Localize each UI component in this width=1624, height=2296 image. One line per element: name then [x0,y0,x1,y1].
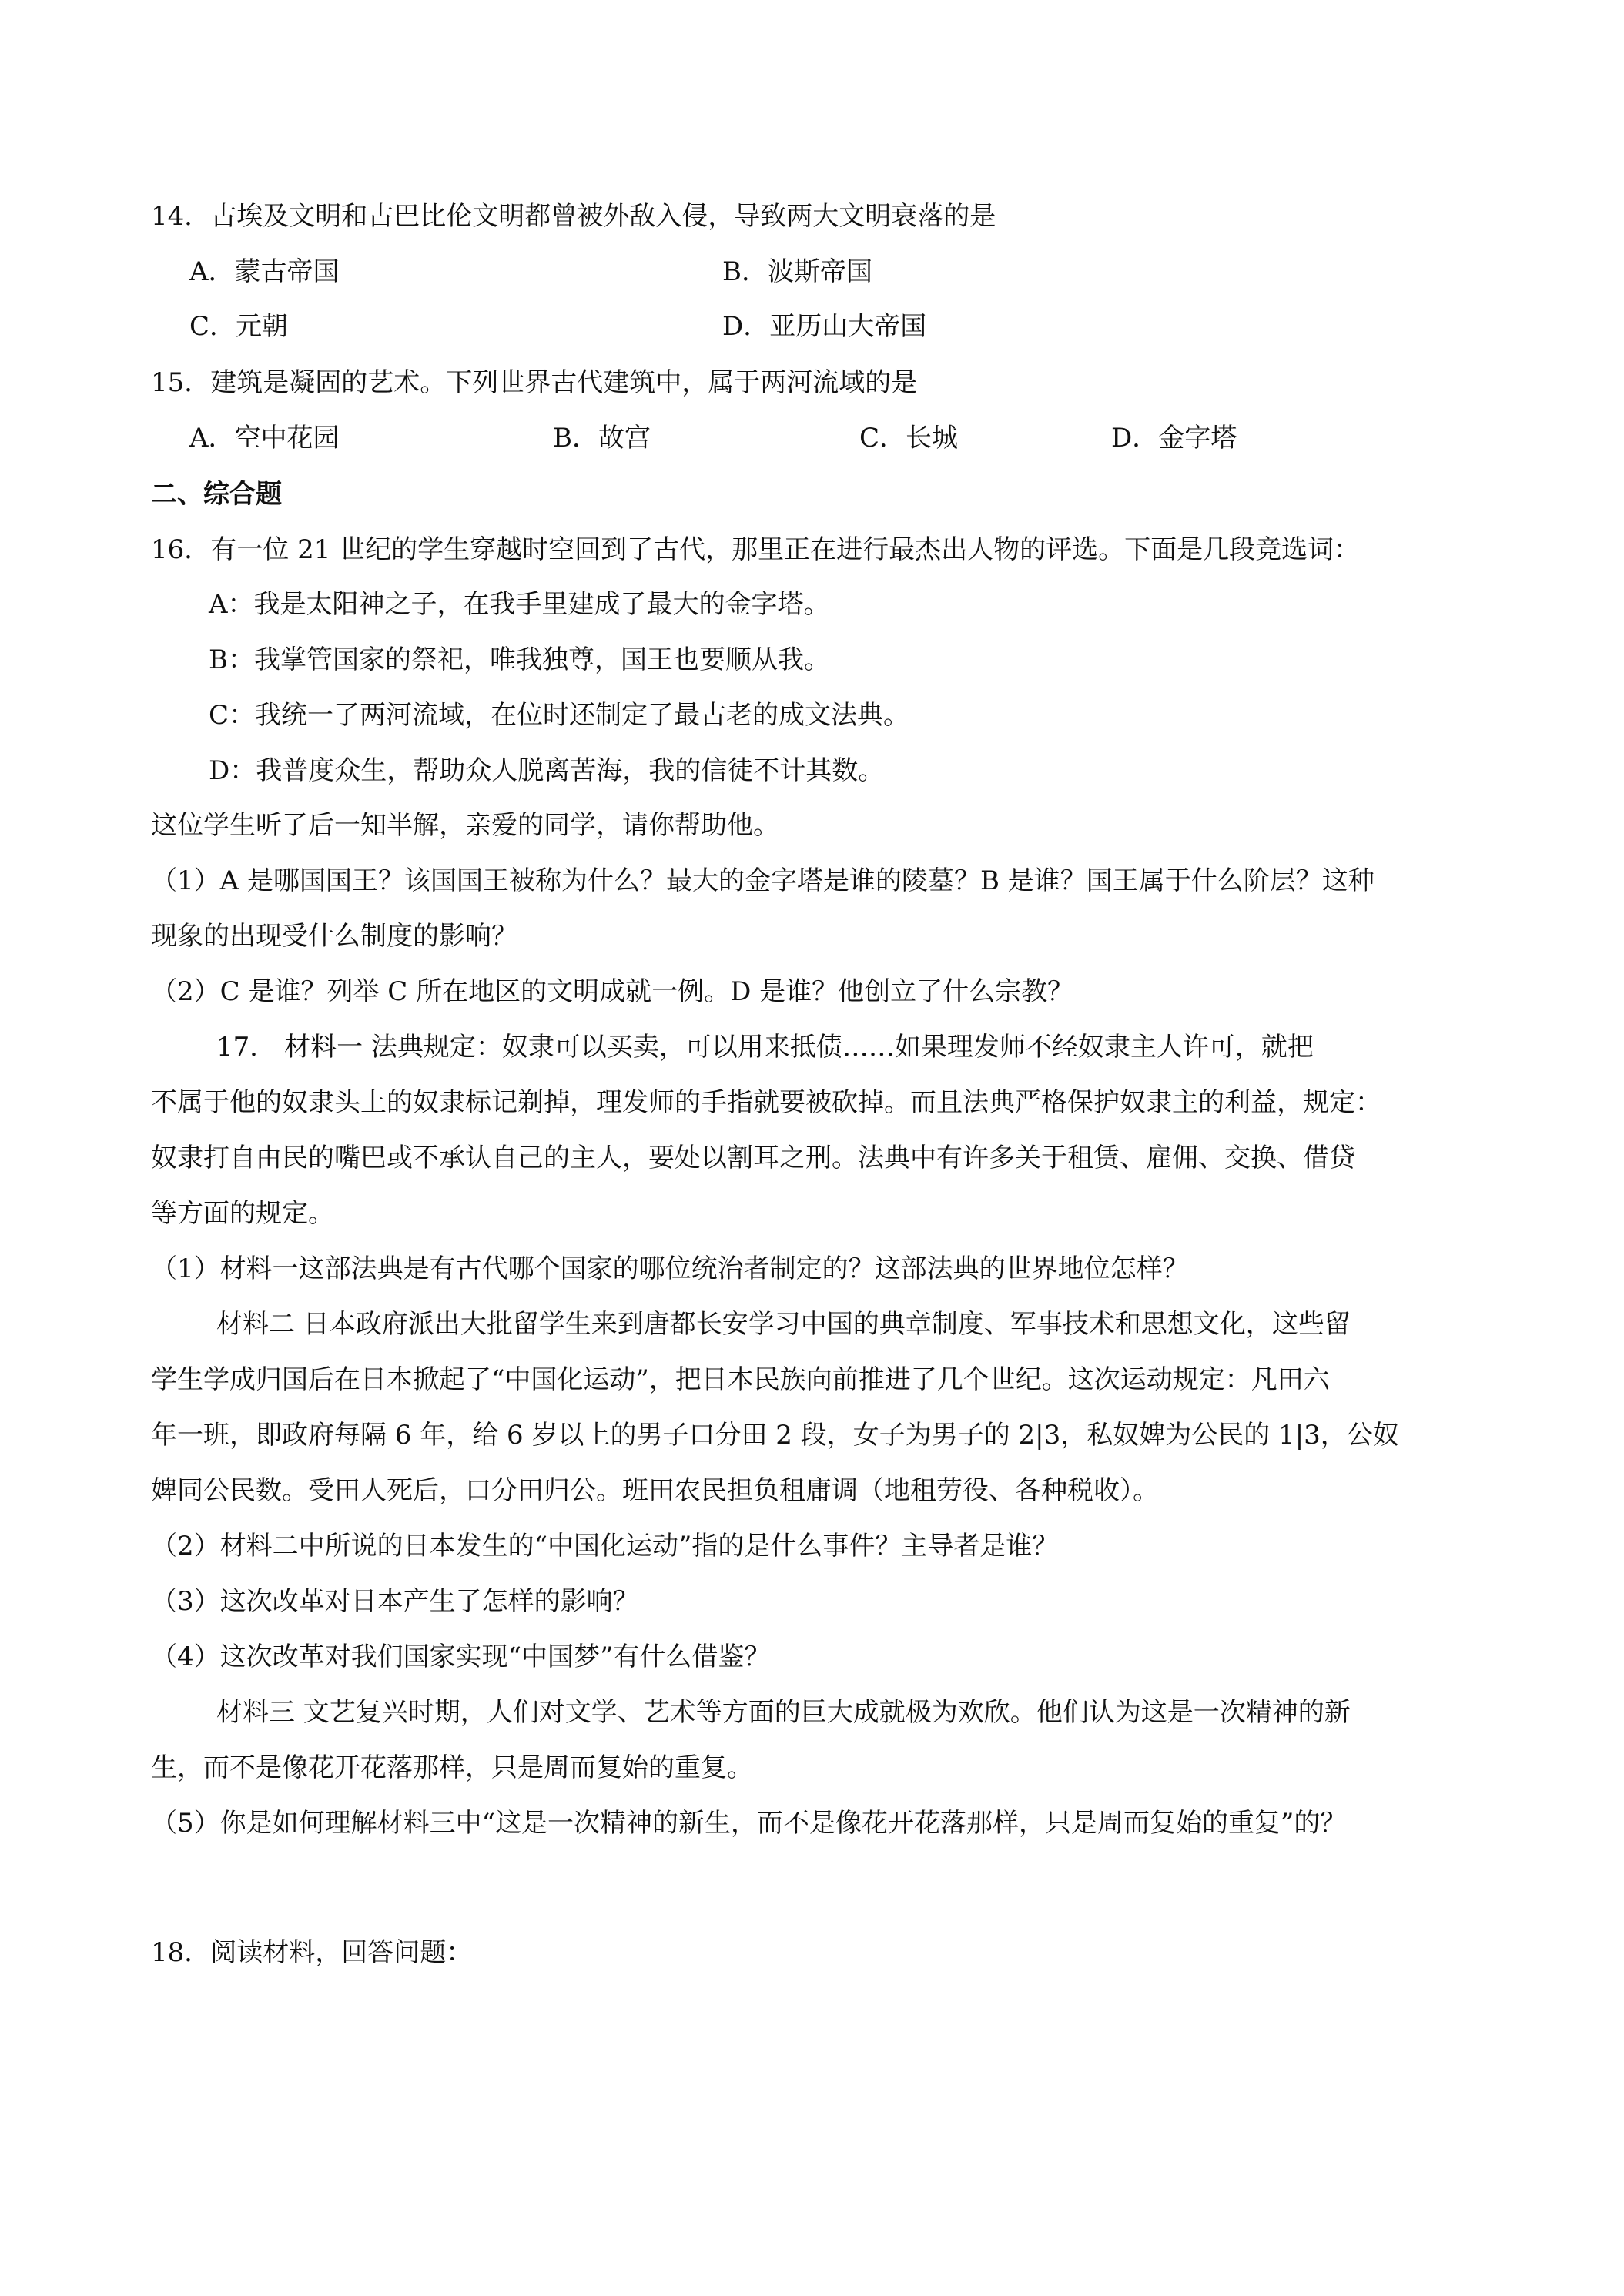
q17-material3-line1: 材料三 文艺复兴时期，人们对文学、艺术等方面的巨大成就极为欢欣。他们认为这是一次精神的新 [216,1697,1351,1728]
q17-sub3: （3）这次改革对日本产生了怎样的影响？ [151,1586,639,1617]
q15-option-b: B．故宫 [553,423,651,454]
q17-material2-line4: 婢同公民数。受田人死后，口分田归公。班田农民担负租庸调（地租劳役、各种税收）。 [151,1475,1159,1506]
q18-stem: 18．阅读材料，回答问题： [151,1937,473,1968]
q17-sub4: （4）这次改革对我们国家实现“中国梦”有什么借鉴？ [151,1642,771,1672]
q17-material1-line4: 等方面的规定。 [151,1198,334,1229]
q16-sub1-line1: （1）A 是哪国国王？该国国王被称为什么？最大的金字塔是谁的陵墓？B 是谁？国王属于什么阶层？这种 [151,865,1375,896]
q16-conclusion: 这位学生听了后一知半解，亲爱的同学，请你帮助他。 [151,810,779,841]
q17-material1-line2: 不属于他的奴隶头上的奴隶标记剃掉，理发师的手指就要被砍掉。而且法典严格保护奴隶主的利益，规定： [151,1087,1381,1118]
q17-material1-line3: 奴隶打自由民的嘴巴或不承认自己的主人，要处以割耳之刑。法典中有许多关于租赁、雇佣、交换、借贷 [151,1143,1355,1173]
q14-option-b: B．波斯帝国 [722,256,872,287]
q17-material3-line2: 生，而不是像花开花落那样，只是周而复始的重复。 [151,1752,753,1783]
q17-material2-line2: 学生学成归国后在日本掀起了“中国化运动”，把日本民族向前推进了几个世纪。这次运动规定：凡田六 [151,1364,1330,1395]
section-title: 二、综合题 [151,479,282,510]
q17-sub2: （2）材料二中所说的日本发生的“中国化运动”指的是什么事件？主导者是谁？ [151,1531,1059,1561]
q17-material2-line3: 年一班，即政府每隔 6 年，给 6 岁以上的男子口分田 2 段，女子为男子的 2|3，私奴婢为公民的 1|3，公奴 [151,1420,1399,1451]
q14-option-c: C．元朝 [189,311,289,342]
q17-sub5: （5）你是如何理解材料三中“这是一次精神的新生，而不是像花开花落那样，只是周而复始的重复”的？ [151,1808,1347,1839]
q14-option-a: A．蒙古帝国 [189,256,340,287]
q15-option-c: C．长城 [859,423,959,454]
q16-sub1-line2: 现象的出现受什么制度的影响？ [151,921,517,952]
q16-speech-c: C：我统一了两河流域，在位时还制定了最古老的成文法典。 [209,700,910,731]
q15-option-a: A．空中花园 [189,423,340,454]
q16-speech-a: A：我是太阳神之子，在我手里建成了最大的金字塔。 [209,589,830,620]
q16-speech-b: B：我掌管国家的祭祀，唯我独尊，国王也要顺从我。 [209,644,830,675]
q14-stem: 14．古埃及文明和古巴比伦文明都曾被外敌入侵，导致两大文明衰落的是 [151,201,996,232]
q16-speech-d: D：我普度众生，帮助众人脱离苦海，我的信徒不计其数。 [209,755,885,786]
q15-option-d: D．金字塔 [1111,423,1237,454]
q14-option-d: D．亚历山大帝国 [722,311,927,342]
q17-material2-line1: 材料二 日本政府派出大批留学生来到唐都长安学习中国的典章制度、军事技术和思想文化，这些留 [216,1309,1351,1340]
q17-sub1: （1）材料一这部法典是有古代哪个国家的哪位统治者制定的？这部法典的世界地位怎样？ [151,1253,1189,1284]
q17-material1-line1: 17． 材料一 法典规定：奴隶可以买卖，可以用来抵债……如果理发师不经奴隶主人许可，就把 [216,1032,1314,1063]
q15-stem: 15．建筑是凝固的艺术。下列世界古代建筑中，属于两河流域的是 [151,367,918,398]
q16-sub2: （2）C 是谁？列举 C 所在地区的文明成就一例。D 是谁？他创立了什么宗教？ [151,976,1074,1007]
q16-stem: 16．有一位 21 世纪的学生穿越时空回到了古代，那里正在进行最杰出人物的评选。下面是几段竞选词： [151,534,1361,565]
